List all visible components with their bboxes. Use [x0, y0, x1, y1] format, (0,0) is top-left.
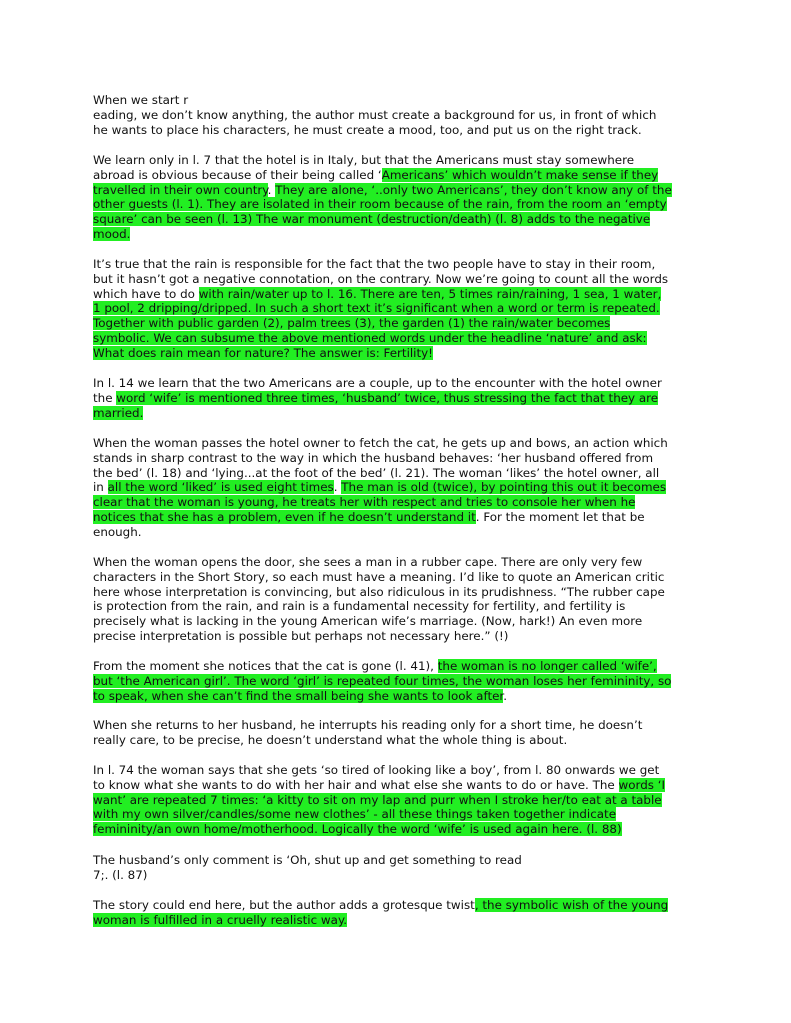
- text-line: [93, 346, 697, 361]
- highlighted-text: mood.: [93, 226, 131, 241]
- text-segment: 7;. (l. 87): [93, 867, 148, 882]
- text-line: [93, 629, 697, 644]
- highlighted-text: other guests (l. 1). They are isolated in their room because of the rain, from the room an ‘empty: [93, 197, 667, 212]
- text-line: [93, 898, 697, 913]
- paragraph: [93, 898, 697, 928]
- highlighted-text: want’ are repeated 7 times: ‘a kitty to sit on my lap and purr when I stroke her/to eat at a table: [93, 792, 662, 807]
- text-line: [93, 123, 697, 138]
- text-segment: abroad is obvious because of their being called ‘: [93, 167, 382, 182]
- text-segment: It’s true that the rain is responsible for the fact that the two people have to stay in their room,: [93, 257, 656, 271]
- text-segment: In l. 14 we learn that the two Americans are a couple, up to the encounter with the hotel owner: [93, 376, 662, 390]
- text-line: [93, 227, 697, 242]
- text-line: [93, 659, 697, 674]
- text-segment: really care, to be precise, he doesn’t understand what the whole thing is about.: [93, 732, 568, 747]
- highlighted-text: They are alone, ‘..only two Americans’, they don’t know any of the: [275, 182, 672, 197]
- highlighted-text: to speak, when she can’t find the small being she wants to look after: [93, 688, 504, 703]
- text-line: [93, 93, 697, 108]
- text-line: [93, 153, 697, 168]
- text-segment: The story could end here, but the author adds a grotesque twist: [93, 898, 475, 912]
- text-line: [93, 733, 697, 748]
- text-line: [93, 212, 697, 227]
- text-line: [93, 510, 697, 525]
- text-line: [93, 257, 697, 272]
- text-line: [93, 197, 697, 212]
- text-segment: We learn only in l. 7 that the hotel is in Italy, but that the Americans must stay somewhere: [93, 153, 635, 167]
- text-line: [93, 391, 697, 406]
- text-line: [93, 451, 697, 466]
- highlighted-text: Americans’ which wouldn’t make sense if they: [381, 167, 659, 182]
- text-line: [93, 807, 697, 822]
- text-segment: characters in the Short Story, so each must have a meaning. I’d like to quote an American critic: [93, 569, 665, 584]
- highlighted-text: What does rain mean for nature? The answer is: Fertility!: [93, 345, 433, 360]
- text-segment: The husband’s only comment is ‘Oh, shut up and get something to read: [93, 853, 522, 867]
- text-line: [93, 525, 697, 540]
- text-line: [93, 316, 697, 331]
- text-segment: which have to do: [93, 286, 199, 301]
- paragraph: [93, 153, 697, 242]
- text-line: [93, 778, 697, 793]
- highlighted-text: words ‘I: [618, 777, 666, 792]
- text-line: [93, 763, 697, 778]
- highlighted-text: woman is fulfilled in a cruelly realistic way.: [93, 912, 348, 927]
- text-segment: .: [267, 182, 276, 197]
- text-line: [93, 301, 697, 316]
- text-segment: in: [93, 480, 108, 495]
- paragraph: [93, 436, 697, 540]
- text-segment: enough.: [93, 524, 142, 539]
- text-line: [93, 674, 697, 689]
- highlighted-text: word ‘wife’ is mentioned three times, ‘husband’ twice, thus stressing the fact that they are: [116, 390, 659, 405]
- text-segment: he wants to place his characters, he must create a mood, too, and put us on the right track.: [93, 122, 642, 137]
- highlighted-text: with my own silver/candles/some new clothes’ - all these things taken together indicate: [93, 807, 617, 822]
- text-line: [93, 495, 697, 510]
- paragraph: [93, 853, 697, 883]
- text-segment: but it hasn’t got a negative connotation, on the contrary. Now we’re going to count all the words: [93, 271, 669, 286]
- text-line: [93, 168, 697, 183]
- highlighted-text: the woman is no longer called ‘wife’,: [437, 659, 657, 673]
- highlighted-text: The man is old (twice), by pointing this out it becomes: [341, 480, 667, 495]
- text-segment: When we start r: [93, 93, 189, 107]
- paragraph: [93, 257, 697, 361]
- text-line: [93, 272, 697, 287]
- highlighted-text: married.: [93, 405, 144, 420]
- highlighted-text: but ‘the American girl’. The word ‘girl’ is repeated four times, the woman loses her femininity, so: [93, 673, 672, 688]
- text-line: [93, 868, 697, 883]
- highlighted-text: all the word ‘liked’ is used eight times: [107, 480, 334, 495]
- text-segment: the bed’ (l. 18) and ‘lying...at the foot of the bed’ (l. 21). The woman ‘likes’ the hotel owner, all: [93, 465, 660, 480]
- text-line: [93, 689, 697, 704]
- paragraph: [93, 718, 697, 748]
- text-segment: eading, we don’t know anything, the author must create a background for us, in front of which: [93, 107, 657, 122]
- highlighted-text: Together with public garden (2), palm trees (3), the garden (1) the rain/water becomes: [93, 316, 611, 331]
- text-line: [93, 614, 697, 629]
- text-line: [93, 853, 697, 868]
- text-line: [93, 406, 697, 421]
- text-line: [93, 480, 697, 495]
- text-segment: is protection from the rain, and rain is a fundamental necessity for fertility, and fertility is: [93, 599, 626, 614]
- paragraph: [93, 376, 697, 420]
- paragraph: [93, 763, 697, 837]
- highlighted-text: square’ can be seen (l. 13) The war monument (destruction/death) (l. 8) adds to the negative: [93, 212, 651, 227]
- text-line: [93, 570, 697, 585]
- text-line: [93, 183, 697, 198]
- text-line: [93, 599, 697, 614]
- text-line: [93, 555, 697, 570]
- highlighted-text: notices that she has a problem, even if he doesn’t understand it: [93, 509, 476, 524]
- text-segment: When she returns to her husband, he interrupts his reading only for a short time, he doesn’t: [93, 718, 643, 732]
- paragraph: [93, 555, 697, 644]
- text-segment: . For the moment let that be: [475, 509, 645, 524]
- text-segment: the: [93, 390, 117, 405]
- text-segment: When the woman passes the hotel owner to fetch the cat, he gets up and bows, an action which: [93, 436, 668, 450]
- paragraph: [93, 93, 697, 137]
- paragraph: [93, 659, 697, 703]
- text-line: [93, 585, 697, 600]
- text-segment: .: [333, 480, 342, 495]
- highlighted-text: clear that the woman is young, he treats her with respect and tries to console her when he: [93, 495, 636, 510]
- highlighted-text: 1 pool, 2 dripping/dripped. In such a short text it’s significant when a word or term is repeated.: [93, 301, 660, 316]
- text-line: [93, 331, 697, 346]
- text-segment: From the moment she notices that the cat is gone (l. 41),: [93, 659, 438, 673]
- text-line: [93, 436, 697, 451]
- text-segment: In l. 74 the woman says that she gets ‘so tired of looking like a boy’, from l. 80 onwards we get: [93, 763, 660, 777]
- highlighted-text: femininity/an own home/motherhood. Logically the word ‘wife’ is used again here. (l. 88): [93, 822, 622, 837]
- text-segment: When the woman opens the door, she sees a man in a rubber cape. There are only very few: [93, 555, 643, 569]
- text-segment: .: [503, 688, 508, 703]
- highlighted-text: symbolic. We can subsume the above mentioned words under the headline ‘nature’ and ask:: [93, 330, 647, 345]
- text-segment: stands in sharp contrast to the way in which the husband behaves: ‘her husband offered from: [93, 450, 654, 465]
- text-line: [93, 108, 697, 123]
- text-line: [93, 822, 697, 837]
- text-segment: to know what she wants to do with her hair and what else she wants to do or have. The: [93, 777, 619, 792]
- text-line: [93, 913, 697, 928]
- text-line: [93, 287, 697, 302]
- highlighted-text: , the symbolic wish of the young: [474, 898, 669, 912]
- text-segment: here whose interpretation is convincing, but also ridiculous in its prudishness. “The rubber cape: [93, 584, 665, 599]
- text-line: [93, 718, 697, 733]
- highlighted-text: with rain/water up to l. 16. There are ten, 5 times rain/raining, 1 sea, 1 water,: [198, 286, 662, 301]
- text-segment: precisely what is lacking in the young American wife’s marriage. (Now, hark!) An even more: [93, 614, 643, 629]
- highlighted-text: travelled in their own country: [93, 182, 268, 197]
- text-line: [93, 466, 697, 481]
- text-segment: precise interpretation is possible but perhaps not necessary here.” (!): [93, 628, 509, 643]
- text-line: [93, 793, 697, 808]
- text-line: [93, 376, 697, 391]
